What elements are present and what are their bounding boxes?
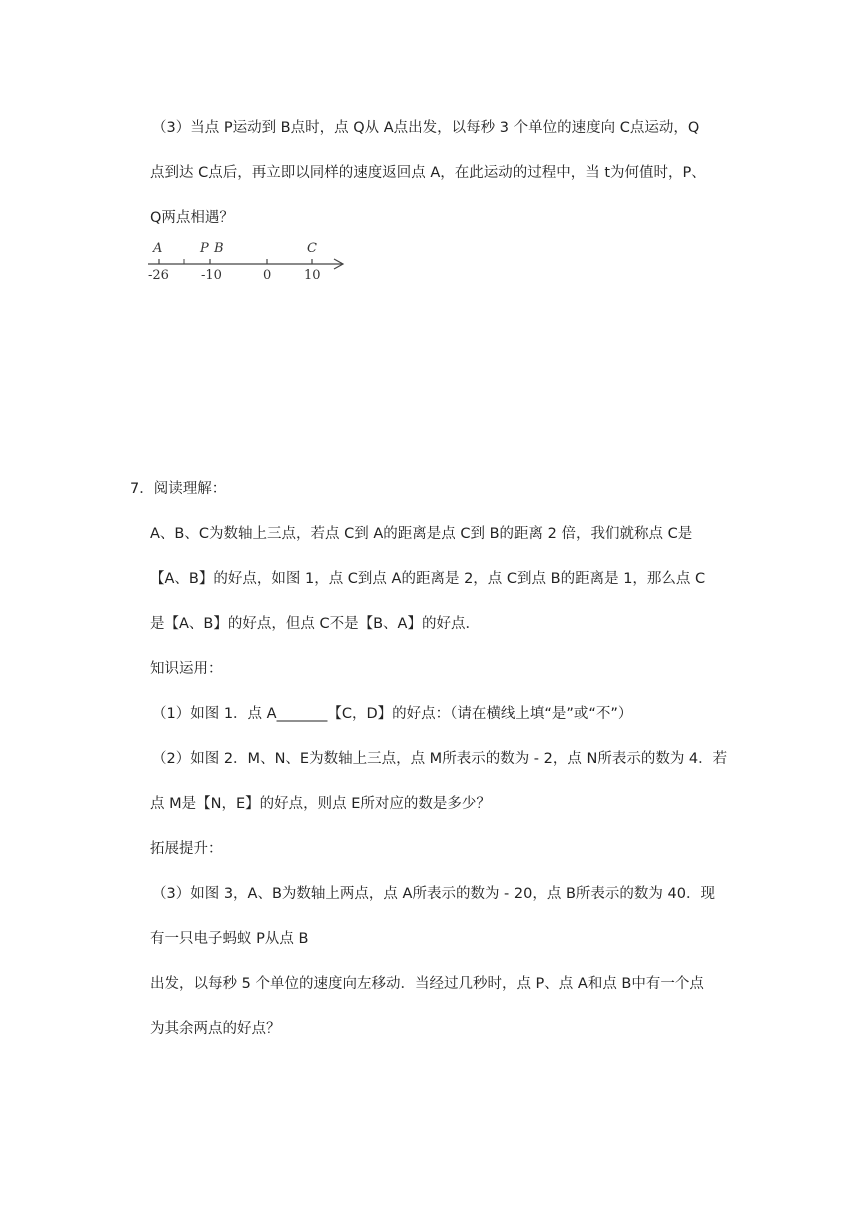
problem7-intro-line2: 【A、B】的好点，如图 1，点 C到点 A的距离是 2，点 C到点 B的距离是 1，那么点 C <box>150 571 706 587</box>
question-1: （1）如图 1．点 A_______【C，D】的好点：（请在横线上填“是”或“不”） <box>152 706 633 722</box>
question-2-line1: （2）如图 2．M、N、E为数轴上三点，点 M所表示的数为 - 2，点 N所表示的数为 4．若 <box>152 751 728 767</box>
problem7-intro-line1: A、B、C为数轴上三点，若点 C到 A的距离是点 C到 B的距离 2 倍，我们就称点 C是 <box>150 526 693 542</box>
point-label-p: P <box>200 241 209 256</box>
section-knowledge-application: 知识运用： <box>150 661 223 677</box>
point-label-c: C <box>307 241 317 256</box>
problem6-part3-line2: 点到达 C点后，再立即以同样的速度返回点 A，在此运动的过程中，当 t为何值时，P、 <box>150 165 706 181</box>
problem7-intro-line3: 是【A、B】的好点，但点 C不是【B、A】的好点． <box>150 616 480 632</box>
question-3-line3: 出发，以每秒 5 个单位的速度向左移动．当经过几秒时，点 P、点 A和点 B中有一个点 <box>150 976 704 992</box>
point-label-a: A <box>153 241 163 256</box>
tick-label-10: 10 <box>304 268 321 282</box>
tick-label-neg26: -26 <box>148 268 169 282</box>
question-3-line4: 为其余两点的好点？ <box>150 1021 281 1037</box>
problem6-part3-line3: Q两点相遇？ <box>150 210 234 226</box>
point-label-b: B <box>214 241 224 256</box>
section-extension: 拓展提升： <box>150 841 223 857</box>
problem7-title: 7．阅读理解： <box>130 481 227 497</box>
tick-label-zero: 0 <box>263 268 272 282</box>
problem6-part3-line1: （3）当点 P运动到 B点时，点 Q从 A点出发，以每秒 3 个单位的速度向 C点运动，Q <box>152 120 700 136</box>
question-3-line1: （3）如图 3，A、B为数轴上两点，点 A所表示的数为 - 20，点 B所表示的数为 40．现 <box>152 886 715 902</box>
question-2-line2: 点 M是【N，E】的好点，则点 E所对应的数是多少？ <box>150 796 491 812</box>
question-3-line2: 有一只电子蚂蚁 P从点 B <box>150 931 309 947</box>
tick-label-neg10: -10 <box>201 268 222 282</box>
number-line-figure <box>146 238 351 282</box>
